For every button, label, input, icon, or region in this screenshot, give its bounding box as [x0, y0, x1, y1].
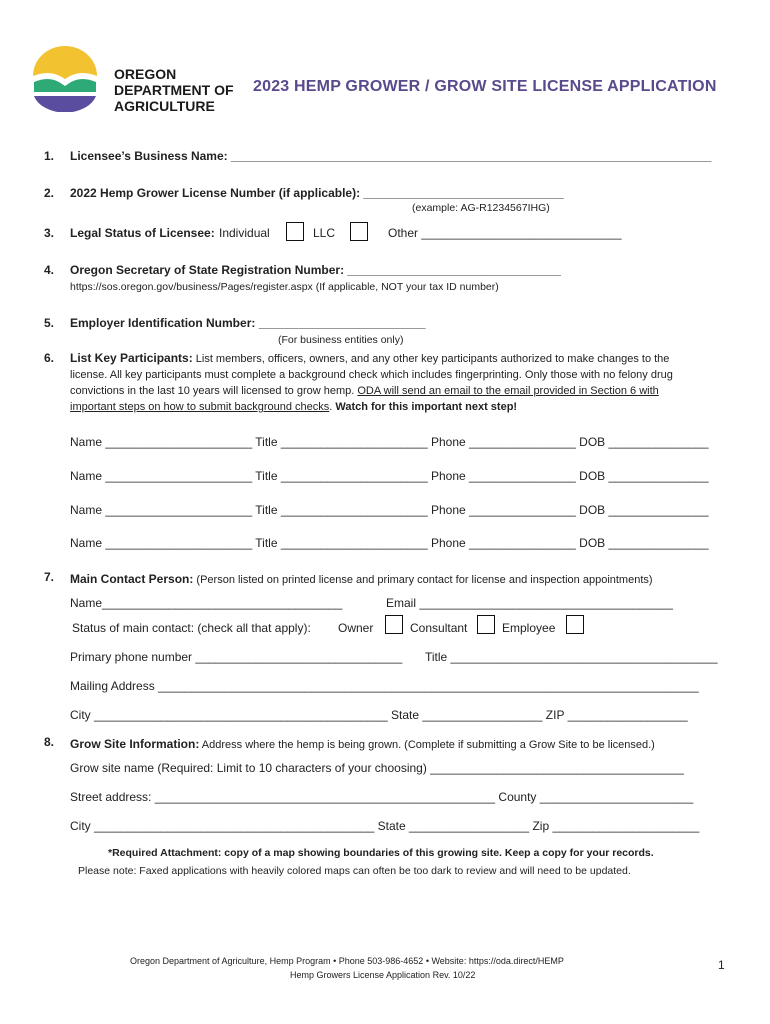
other-status-field[interactable]: Other ______________________________ [388, 226, 622, 240]
contact-phone-field[interactable]: Primary phone number _______________________________ [70, 650, 403, 664]
business-name-field[interactable]: Licensee’s Business Name: ________________________________________________________________________ [70, 149, 712, 163]
key-participants-description: List Key Participants: List members, officers, owners, and any other key participants authorized to make changes to the license. All key participants must complete a background check which includes fingerprinting. Only those with no felony drug convictions in the last 10 years will licensed to grow hemp. ODA will send an email to the email provided in Section 6 with important steps on how to submit background checks. Watch for this important next step! [70, 351, 673, 413]
footer-revision: Hemp Growers License Application Rev. 10/22 [290, 970, 476, 980]
grow-site-name-field[interactable]: Grow site name (Required: Limit to 10 characters of your choosing) ______________________________________ [70, 761, 684, 775]
org-name-line1: OREGON [114, 66, 177, 82]
contact-city-state-zip-field[interactable]: City ____________________________________________ State __________________ ZIP __________________ [70, 708, 688, 722]
q5-number: 5. [44, 316, 55, 330]
q2-number: 2. [44, 186, 55, 200]
mailing-address-field[interactable]: Mailing Address _________________________________________________________________________________ [70, 679, 699, 693]
license-example: (example: AG-R1234567IHG) [412, 202, 550, 214]
consultant-label: Consultant [410, 621, 468, 635]
footer-contact-line: Oregon Department of Agriculture, Hemp Program • Phone 503-986-4652 • Website: https://oda.direct/HEMP [130, 956, 564, 966]
ein-field[interactable]: Employer Identification Number: _________________________ [70, 316, 426, 330]
q6-number: 6. [44, 351, 55, 365]
fax-note: Please note: Faxed applications with heavily colored maps can often be too dark to review and will need to be updated. [78, 865, 631, 877]
legal-status-label: Legal Status of Licensee: [70, 226, 215, 240]
page-title: 2023 HEMP GROWER / GROW SITE LICENSE APPLICATION [253, 78, 717, 95]
employee-label: Employee [502, 621, 556, 635]
llc-checkbox[interactable] [350, 222, 368, 241]
q3-number: 3. [44, 226, 55, 240]
ein-note: (For business entities only) [278, 334, 404, 346]
q1-number: 1. [44, 149, 55, 163]
contact-title-field[interactable]: Title ________________________________________ [425, 650, 718, 664]
page-number: 1 [718, 958, 725, 972]
grow-site-city-state-zip-field[interactable]: City __________________________________________ State __________________ Zip ______________________ [70, 819, 700, 833]
individual-checkbox[interactable] [286, 222, 304, 241]
contact-status-label: Status of main contact: (check all that apply): [72, 621, 311, 635]
q7-number: 7. [44, 570, 55, 584]
main-contact-heading: Main Contact Person: (Person listed on printed license and primary contact for license and inspection appointments) [70, 572, 653, 586]
consultant-checkbox[interactable] [477, 615, 495, 634]
contact-name-field[interactable]: Name____________________________________ [70, 596, 343, 610]
org-name-line2: DEPARTMENT OF [114, 82, 234, 98]
participant-row-4[interactable]: Name ______________________ Title ______________________ Phone ________________ DOB _______________ [70, 536, 709, 550]
participant-row-1[interactable]: Name ______________________ Title ______________________ Phone ________________ DOB _______________ [70, 435, 709, 449]
individual-label: Individual [219, 226, 270, 240]
grow-site-heading: Grow Site Information: Address where the hemp is being grown. (Complete if submitting a Grow Site to be licensed.) [70, 737, 655, 751]
employee-checkbox[interactable] [566, 615, 584, 634]
llc-label: LLC [313, 226, 336, 240]
oda-logo-icon [30, 46, 100, 112]
contact-email-field[interactable]: Email ______________________________________ [386, 596, 673, 610]
owner-checkbox[interactable] [385, 615, 403, 634]
q8-number: 8. [44, 735, 55, 749]
participant-row-2[interactable]: Name ______________________ Title ______________________ Phone ________________ DOB _______________ [70, 469, 709, 483]
required-attachment-note: *Required Attachment: copy of a map showing boundaries of this growing site. Keep a copy for your records. [108, 847, 654, 859]
participant-row-3[interactable]: Name ______________________ Title ______________________ Phone ________________ DOB _______________ [70, 503, 709, 517]
sos-registration-field[interactable]: Oregon Secretary of State Registration Number: ________________________________ [70, 263, 561, 277]
street-address-field[interactable]: Street address: ___________________________________________________ County _______________________ [70, 790, 694, 804]
sos-link-note: https://sos.oregon.gov/business/Pages/register.aspx (If applicable, NOT your tax ID number) [70, 281, 499, 293]
license-number-field[interactable]: 2022 Hemp Grower License Number (if applicable): ______________________________ [70, 186, 564, 200]
q4-number: 4. [44, 263, 55, 277]
org-name-line3: AGRICULTURE [114, 98, 215, 114]
owner-label: Owner [338, 621, 374, 635]
